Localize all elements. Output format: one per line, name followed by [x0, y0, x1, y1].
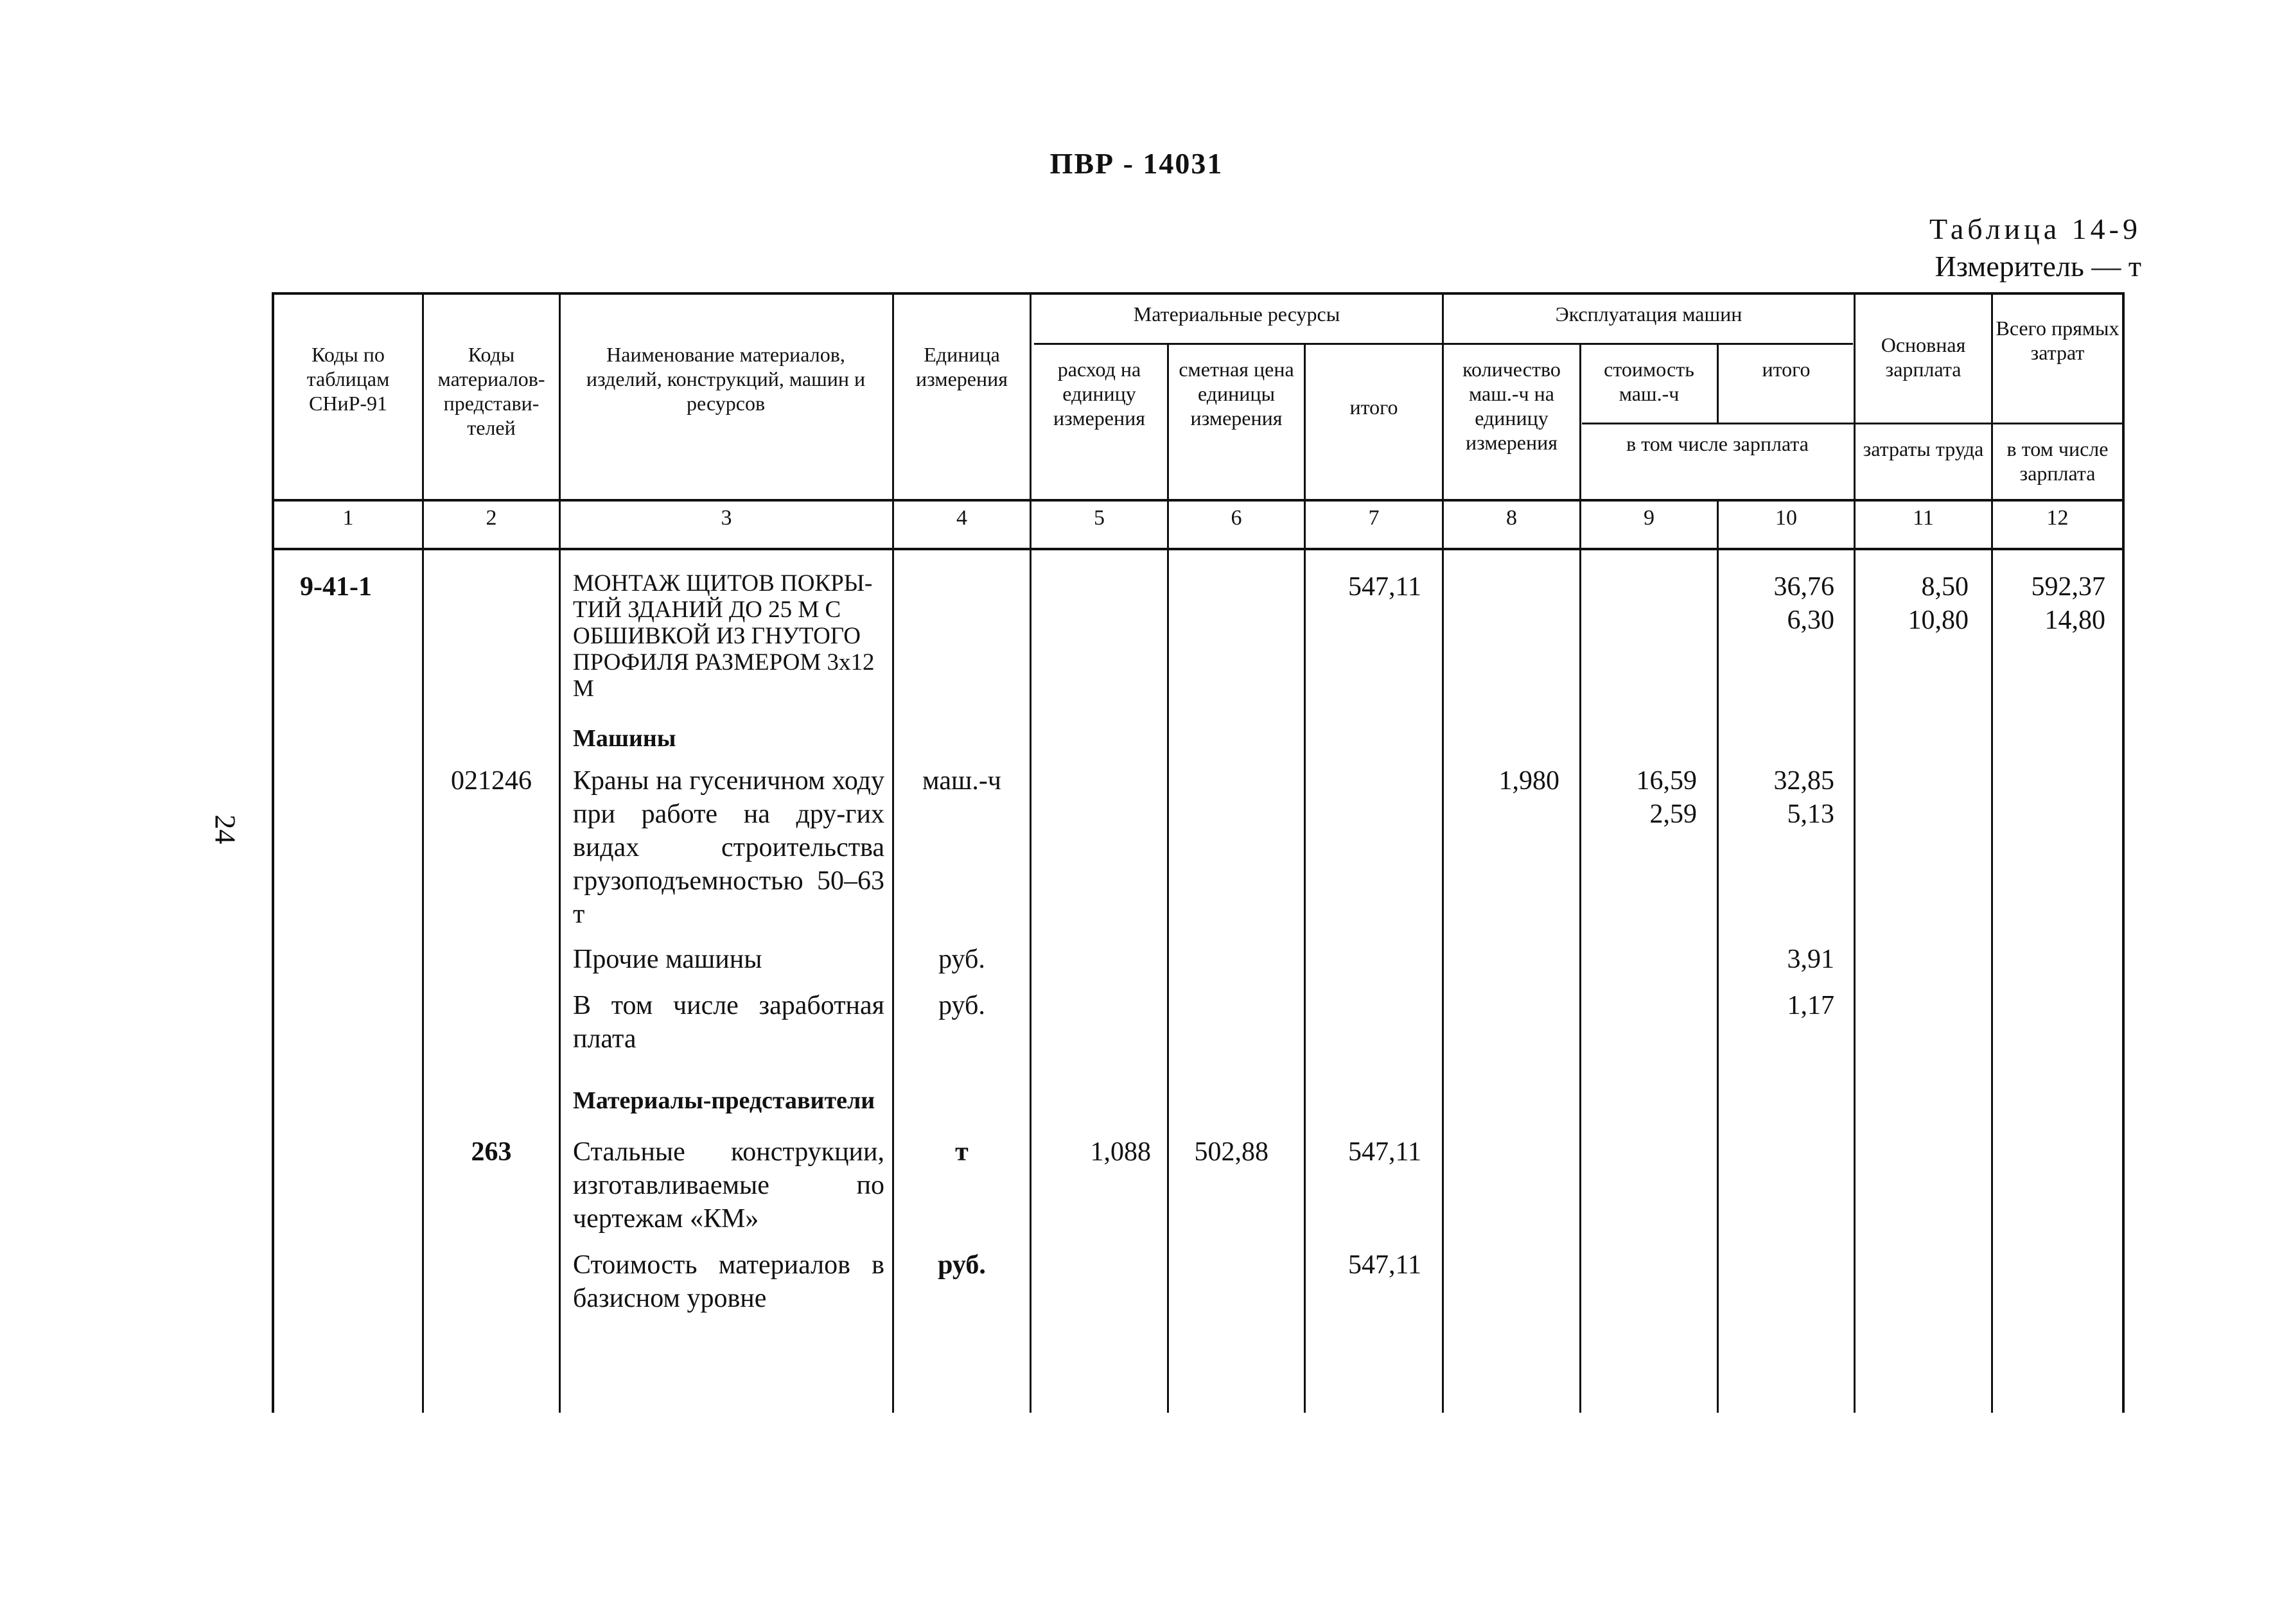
crane-total-salary: 5,13 — [1787, 799, 1834, 829]
machines-heading: Машины — [573, 725, 676, 752]
unit-label: Измеритель — т — [1935, 250, 2141, 283]
crane-code: 021246 — [451, 766, 532, 796]
col-number-12: 12 — [2046, 506, 2069, 530]
col-number-10: 10 — [1775, 506, 1797, 530]
materials-cost-unit: руб. — [938, 1250, 986, 1280]
header-col11-sub: затраты труда — [1863, 437, 1984, 460]
col-number-3: 3 — [721, 506, 732, 530]
header-col3: Наименование материалов, изделий, конструкций, машин и ресурсов — [586, 343, 866, 415]
materials-cost-total: 547,11 — [1348, 1250, 1421, 1280]
col-number-2: 2 — [486, 506, 497, 530]
header-col7: итого — [1349, 396, 1398, 419]
steel-name: Стальные конструкции, изготавливаемые по чертежам «КМ» — [573, 1137, 884, 1234]
crane-cost: 16,59 — [1636, 766, 1697, 796]
crane-qty: 1,980 — [1498, 766, 1559, 796]
header-col9-10-sub: в том числе зарплата — [1626, 432, 1809, 455]
header-col11: Основная зарплата — [1881, 333, 1966, 381]
steel-unit: т — [955, 1137, 969, 1167]
main-labor: 10,80 — [1908, 606, 1969, 635]
col-number-11: 11 — [1913, 506, 1934, 530]
header-col4: Единица измерения — [916, 343, 1008, 390]
materials-heading: Материалы-представители — [573, 1087, 875, 1114]
main-direct-salary: 14,80 — [2044, 606, 2105, 635]
crane-total: 32,85 — [1773, 766, 1834, 796]
header-col9: стоимость маш.-ч — [1604, 358, 1694, 405]
main-code: 9-41-1 — [300, 572, 372, 602]
col-number-4: 4 — [956, 506, 967, 530]
steel-code: 263 — [471, 1137, 512, 1167]
header-col6: сметная цена единицы измерения — [1179, 358, 1294, 430]
steel-price: 502,88 — [1194, 1137, 1268, 1167]
crane-name: Краны на гусеничном ходу при работе на дру-гих видах строительства грузоподъемностью 50–63 т — [573, 766, 884, 929]
steel-total: 547,11 — [1348, 1137, 1421, 1167]
wages-total: 1,17 — [1787, 991, 1834, 1020]
other-machines-total: 3,91 — [1787, 945, 1834, 974]
main-name: МОНТАЖ ЩИТОВ ПОКРЫ-ТИЙ ЗДАНИЙ ДО 25 М С ОБШИВКОЙ ИЗ ГНУТОГО ПРОФИЛЯ РАЗМЕРОМ 3х12 М — [573, 570, 875, 702]
header-col12-sub: в том числе зарплата — [2006, 437, 2109, 485]
other-machines-name: Прочие машины — [573, 945, 762, 974]
header-col2: Коды материалов-представи-телей — [437, 343, 545, 439]
header-machines-group: Эксплуатация машин — [1555, 302, 1742, 326]
col-number-1: 1 — [342, 506, 354, 530]
crane-unit: маш.-ч — [922, 766, 1001, 796]
page-title: ПВР - 14031 — [1049, 147, 1224, 180]
col-number-6: 6 — [1231, 506, 1242, 530]
main-direct: 592,37 — [2031, 572, 2105, 602]
col-number-5: 5 — [1094, 506, 1105, 530]
col-number-8: 8 — [1506, 506, 1517, 530]
header-col12: Всего прямых затрат — [1996, 317, 2119, 364]
page-number: 24 — [209, 814, 242, 844]
header-col10: итого — [1762, 358, 1811, 381]
steel-rate: 1,088 — [1090, 1137, 1151, 1167]
crane-cost-salary: 2,59 — [1649, 799, 1697, 829]
other-machines-unit: руб. — [938, 945, 985, 974]
main-mach-salary: 6,30 — [1787, 606, 1834, 635]
col-number-9: 9 — [1644, 506, 1654, 530]
col-number-7: 7 — [1368, 506, 1380, 530]
header-col8: количество маш.-ч на единицу измерения — [1462, 358, 1561, 454]
wages-unit: руб. — [938, 991, 985, 1020]
header-materials-group: Материальные ресурсы — [1133, 302, 1340, 326]
main-mach-total: 36,76 — [1773, 572, 1834, 602]
main-salary: 8,50 — [1921, 572, 1969, 602]
main-mat-total: 547,11 — [1348, 572, 1421, 602]
wages-name: В том числе заработная плата — [573, 991, 884, 1054]
materials-cost-name: Стоимость материалов в базисном уровне — [573, 1250, 884, 1313]
table-label: Таблица 14-9 — [1929, 213, 2141, 245]
header-col1: Коды по таблицам СНиР-91 — [306, 343, 390, 415]
header-col5: расход на единицу измерения — [1053, 358, 1145, 430]
